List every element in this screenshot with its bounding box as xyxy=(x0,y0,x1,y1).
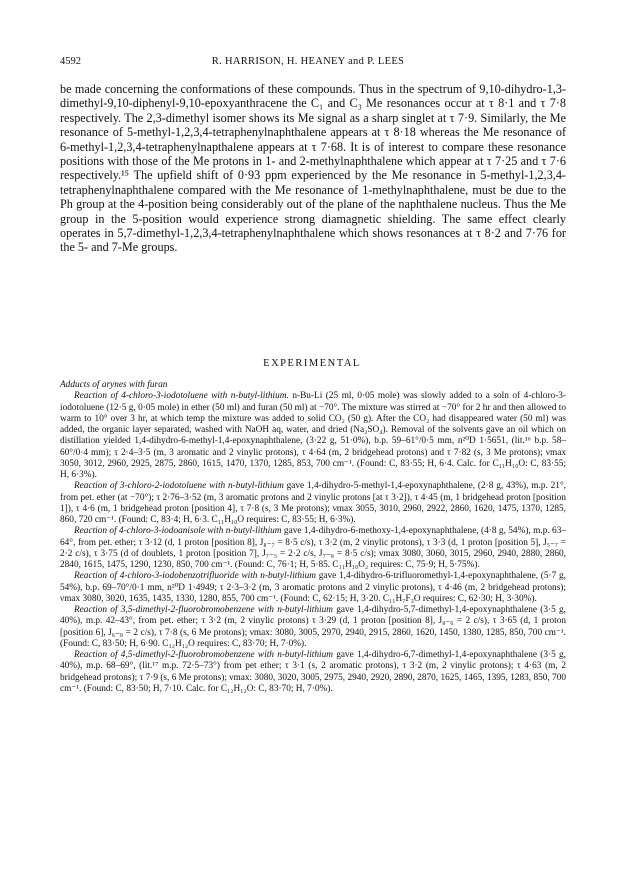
reaction-heading: Reaction of 4-chloro-3-iodotoluene with n-butyl-lithium. xyxy=(74,391,289,402)
subheading: Adducts of arynes with furan xyxy=(60,380,168,390)
reaction-body: gave 1,4-dihydro-6,7-dimethyl-1,4-epoxynaphthalene (3·5 g, 40%), m.p. 68–69°, (lit.¹⁷ m.p. 72·5–73°) from pet ether; τ 3·1 (s, 2 aromatic protons), τ 3·2 (m, 2 vinylic protons); τ 4·63 (m, 2 bridgehead protons); τ 7·9 (s, 6 Me protons); νmax: 3080, 3020, 3005, 2975, 2940, 2920, 2890, 2870, 1625, 1465, 1395, 1283, 850, 700 cm⁻¹. (Found: C, 83·50; H, 7·10. Calc. for C₁₂H₁₂O: C, 83·70; H, 7·0%). xyxy=(60,650,567,694)
reaction-paragraph xyxy=(60,481,566,526)
reaction-paragraph xyxy=(60,571,566,605)
page-number: 4592 xyxy=(60,56,81,67)
reaction-body: gave 1,4-dihydro-5,7-dimethyl-1,4-epoxynaphthalene (3·5 g, 40%), m.p. 42–43°, from pet. ether; τ 3·2 (m, 2 vinylic protons) τ 3·29 (d, 1 proton [position 8], J₈₋₆ = 2 c/s), τ 3·65 (d, 1 proton [position 6], J₆₋₈ = 2 c/s), τ 7·8 (s, 6 Me protons); νmax: 3080, 3005, 2970, 2940, 2915, 2860, 1620, 1450, 1380, 1285, 850, 700 cm⁻¹. (Found: C, 83·50; H, 6·90. C₁₂H₁₂O requires: C, 83·70; H, 7·0%). xyxy=(60,605,567,649)
section-title: EXPERIMENTAL xyxy=(263,358,361,369)
experimental-section xyxy=(60,380,566,695)
reaction-paragraph xyxy=(60,650,566,695)
reaction-heading: Reaction of 4,5-dimethyl-2-fluorobromobenzene with n-butyl-lithium xyxy=(74,650,333,660)
reaction-heading: Reaction of 4-chloro-3-iodoanisole with n-butyl-lithium xyxy=(74,526,282,537)
reaction-paragraph xyxy=(60,391,566,481)
running-header xyxy=(60,56,556,67)
reaction-heading: Reaction of 3-chloro-2-iodotoluene with n-butyl-lithium xyxy=(74,481,284,492)
intro-paragraph: be made concerning the conformations of these compounds. Thus in the spectrum of 9,10-dihydro-1,3-dimethyl-9,10-diphenyl-9,10-epoxyanthracene the C₁ and C₃ Me resonances occur at τ 8·1 and τ 7·8 respectively. The 2,3-dimethyl isomer shows its Me signal as a sharp singlet at τ 7·9. Similarly, the Me resonance of 5-methyl-1,2,3,4-tetraphenylnaphthalene appears at τ 8·18 whereas the Me resonance of 6-methyl-1,2,3,4-tetraphenylnapthalene appears at τ 7·68. It is of interest to compare these resonance positions with those of the Me protons in 1- and 2-methylnaphthalene which appear at τ 7·25 and τ 7·6 respectively.¹⁵ The upfield shift of 0·93 ppm experienced by the Me resonance in 5-methyl-1,2,3,4-tetraphenylnaphthalene compared with the Me resonance of 1-methylnaphthalene, must be due to the Ph group at the 4-position being considerably out of the plane of the naphthalene nucleus. Thus the Me group in the 5-position would experience strong diamagnetic shielding. The same effect clearly operates in 5,7-dimethyl-1,2,3,4-tetraphenylnaphthalene which shows resonances at τ 8·2 and 7·76 for the 5- and 7-Me groups. xyxy=(60,82,566,255)
reaction-heading: Reaction of 4-chloro-3-iodobenzotrifluoride with n-butyl-lithium xyxy=(74,571,316,582)
reaction-heading: Reaction of 3,5-dimethyl-2-fluorobromobenzene with n-butyl-lithium xyxy=(74,605,333,615)
reaction-paragraph xyxy=(60,526,566,571)
reaction-paragraph xyxy=(60,605,566,650)
reaction-body: gave 1,4-dihydro-6-methoxy-1,4-epoxynaphthalene, (4·8 g, 54%), m.p. 63–64°, from pet. ether; τ 3·12 (d, 1 proton [position 8], J₈₋₇ = 8·5 c/s), τ 3·2 (m, 2 vinylic protons), τ 3·3 (d, 1 proton [position 5], J₅₋₇ = 2·2 c/s), τ 3·75 (d of doublets, 1 proton [position 7], J₇₋₅ = 2·2 c/s, J₇₋₈ = 8·5 c/s); νmax 3080, 3060, 3015, 2960, 2940, 2880, 2860, 2840, 1615, 1475, 1290, 1230, 850, 700 cm⁻¹. (Found: C, 76·1; H, 5·85. C₁₁H₁₀O₂ requires: C, 75·9; H, 5·75%). xyxy=(60,526,566,570)
running-title: R. HARRISON, H. HEANEY and P. LEES xyxy=(211,56,405,67)
reaction-body: gave 1,4-dihydro-5-methyl-1,4-epoxynaphthalene, (2·8 g, 43%), m.p. 21°, from pet. ether (at −70°); τ 2·76–3·52 (m, 3 aromatic protons and 2 vinylic protons [at τ 3·2]), τ 4·45 (m, 1 bridgehead proton [position 1]), τ 4·6 (m, 1 bridgehead proton [position 4], τ 7·8 (s, 3 Me protons); νmax 3055, 3010, 2960, 2922, 2860, 1620, 1475, 1370, 1285, 860, 720 cm⁻¹. (Found: C, 83·4; H, 6·3. C₁₁H₁₀O requires: C, 83·55; H, 6·3%). xyxy=(60,481,566,525)
reaction-body: gave 1,4-dihydro-6-trifluoromethyl-1,4-epoxynaphthalene, (5·7 g, 54%), b.p. 69–70°/0·1 mm, n²⁰D 1·4949; τ 2·3–3·2 (m, 3 aromatic protons and 2 vinylic protons), τ 4·46 (m, 2 bridgehead protons); νmax 3080, 3020, 1635, 1435, 1330, 1280, 855, 700 cm⁻¹. (Found: C, 62·15; H, 3·20. C₁₁H₇F₃O requires: C, 62·30; H, 3·30%). xyxy=(60,571,566,604)
reaction-body: n-Bu-Li (25 ml, 0·05 mole) was slowly added to a soln of 4-chloro-3-iodotoluene (12·5 g, 0·05 mole) in ether (50 ml) and furan (50 ml) at −70°. The mixture was stirred at −70° for 2 hr and then allowed to warm to 10° over 3 hr, at which temp the mixture was added to solid CO₂ (50 g). After the CO₂ had disappeared water (50 ml) was added, the organic layer separated, washed with NaOH aq, water, and dried (Na₂SO₄). Removal of the solvents gave an oil which on distillation yielded 1,4-dihydro-6-methyl-1,4-epoxynaphthalene, (3·22 g, 51·0%), b.p. 59–61°/0·5 mm, n²⁰D 1·5651, (lit.¹⁶ b.p. 58–60°/0·4 mm); τ 2·4–3·5 (m, 3 aromatic and 2 vinylic protons), τ 4·64 (m, 2 bridgehead protons) and τ 7·82 (s, 3 Me protons); νmax 3050, 3012, 2960, 2925, 2875, 2860, 1615, 1470, 1370, 1285, 853, 700 cm⁻¹. (Found: C, 83·55; H, 6·4. Calc. for C₁₁H₁₀O: C, 83·55; H, 6·3%). xyxy=(60,391,567,480)
